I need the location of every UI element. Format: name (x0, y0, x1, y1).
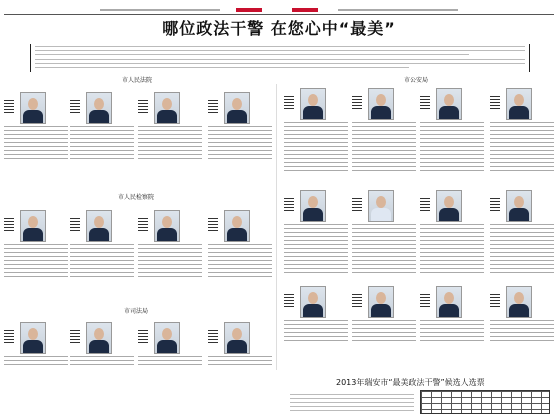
candidate-bio (352, 122, 416, 172)
candidate-name (420, 198, 430, 212)
header-meta-left (100, 9, 220, 11)
candidate-name (490, 294, 500, 308)
candidate-card (284, 190, 350, 276)
header-meta-right (338, 9, 458, 11)
ballot-instructions (290, 394, 414, 414)
candidate-card (420, 190, 486, 276)
candidate-bio (420, 224, 484, 274)
candidate-photo (154, 210, 180, 242)
candidate-card (208, 92, 274, 162)
candidate-bio (70, 356, 134, 368)
candidate-card (138, 92, 204, 162)
candidate-photo (506, 190, 532, 222)
candidate-bio (284, 320, 348, 342)
candidate-card (284, 88, 350, 174)
page-title: 哪位政法干警 在您心中“最美” (162, 19, 396, 38)
candidate-photo (436, 286, 462, 318)
candidate-card (208, 210, 274, 280)
section-procuratorate: 市人民检察院 (118, 194, 155, 201)
candidate-bio (4, 126, 68, 160)
candidate-photo (436, 88, 462, 120)
candidate-card (70, 322, 136, 370)
candidate-photo (300, 88, 326, 120)
candidate-card (70, 210, 136, 280)
candidate-photo (300, 286, 326, 318)
candidate-card (284, 286, 350, 344)
candidate-name (4, 330, 14, 344)
candidate-photo (154, 322, 180, 354)
candidate-bio (70, 244, 134, 278)
candidate-bio (4, 244, 68, 278)
candidate-bio (352, 320, 416, 342)
candidate-bio (284, 224, 348, 274)
candidate-name (490, 198, 500, 212)
section-police: 市公安局 (404, 77, 429, 84)
candidate-card (420, 88, 486, 174)
candidate-photo (86, 322, 112, 354)
candidate-card (208, 322, 274, 370)
candidate-card (70, 92, 136, 162)
candidate-photo (436, 190, 462, 222)
candidate-name (284, 96, 294, 110)
candidate-name (208, 218, 218, 232)
candidate-photo (368, 88, 394, 120)
candidate-name (70, 218, 80, 232)
candidate-name (352, 294, 362, 308)
candidate-photo (368, 286, 394, 318)
column-divider (276, 84, 277, 370)
candidate-bio (420, 122, 484, 172)
candidate-bio (490, 122, 554, 172)
candidate-photo (506, 88, 532, 120)
candidate-card (352, 286, 418, 344)
header-rule (4, 14, 554, 15)
candidate-bio (138, 244, 202, 278)
candidate-card (490, 286, 556, 344)
ballot-title: 2013年瑞安市“最美政法干警”候选人选票 (336, 378, 485, 387)
candidate-card (490, 88, 556, 174)
candidate-photo (20, 322, 46, 354)
candidate-name (352, 96, 362, 110)
header-tag-left (236, 8, 262, 12)
candidate-photo (224, 322, 250, 354)
candidate-name (420, 96, 430, 110)
ballot-table[interactable] (420, 390, 550, 414)
candidate-photo (368, 190, 394, 222)
candidate-bio (208, 244, 272, 278)
candidate-bio (208, 356, 272, 368)
section-justice: 市司法局 (124, 308, 149, 315)
candidate-name (208, 330, 218, 344)
candidate-name (420, 294, 430, 308)
candidate-name (138, 218, 148, 232)
candidate-bio (208, 126, 272, 160)
candidate-bio (420, 320, 484, 342)
candidate-bio (70, 126, 134, 160)
header-tag-right (292, 8, 318, 12)
candidate-card (4, 92, 70, 162)
section-court: 市人民法院 (122, 77, 153, 84)
candidate-card (138, 322, 204, 370)
candidate-bio (138, 126, 202, 160)
candidate-card (4, 322, 70, 370)
candidate-card (420, 286, 486, 344)
candidate-name (70, 100, 80, 114)
candidate-photo (506, 286, 532, 318)
candidate-bio (352, 224, 416, 274)
candidate-photo (86, 92, 112, 124)
candidate-name (4, 218, 14, 232)
candidate-name (70, 330, 80, 344)
candidate-bio (490, 224, 554, 274)
candidate-bio (284, 122, 348, 172)
candidate-card (138, 210, 204, 280)
candidate-name (208, 100, 218, 114)
candidate-photo (20, 92, 46, 124)
candidate-bio (490, 320, 554, 342)
candidate-name (138, 100, 148, 114)
candidate-photo (224, 92, 250, 124)
candidate-photo (20, 210, 46, 242)
candidate-bio (138, 356, 202, 368)
candidate-bio (4, 356, 68, 368)
candidate-photo (86, 210, 112, 242)
candidate-photo (154, 92, 180, 124)
candidate-name (490, 96, 500, 110)
candidate-name (284, 198, 294, 212)
candidate-card (490, 190, 556, 276)
candidate-card (4, 210, 70, 280)
candidate-name (138, 330, 148, 344)
candidate-name (4, 100, 14, 114)
candidate-card (352, 88, 418, 174)
candidate-card (352, 190, 418, 276)
candidate-name (284, 294, 294, 308)
intro-paragraph (30, 44, 530, 72)
candidate-name (352, 198, 362, 212)
candidate-photo (300, 190, 326, 222)
candidate-photo (224, 210, 250, 242)
